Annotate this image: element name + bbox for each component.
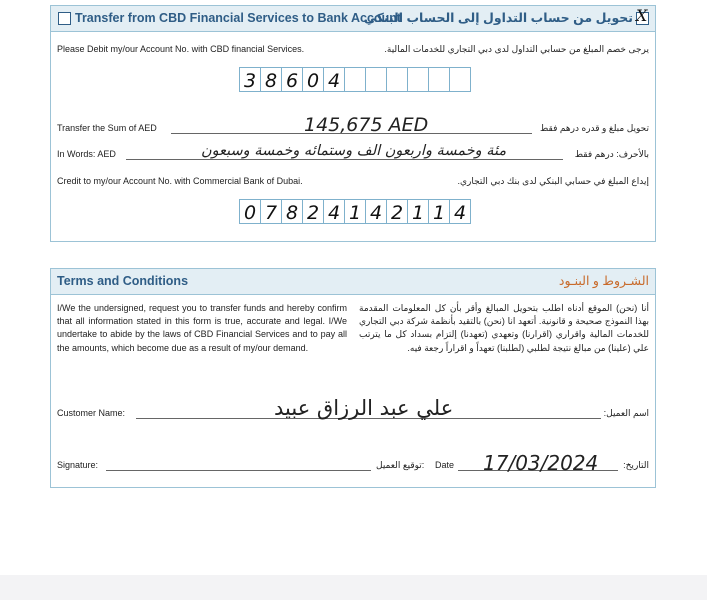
credit-account-digit[interactable]: 4 xyxy=(449,199,471,224)
debit-account-digit[interactable]: 6 xyxy=(281,67,303,92)
transfer-checkbox-en[interactable] xyxy=(58,12,71,25)
credit-account-digit[interactable]: 0 xyxy=(239,199,261,224)
date-label-en: Date xyxy=(435,460,455,470)
credit-account-number[interactable] xyxy=(239,199,471,224)
words-value[interactable]: مئة وخمسة واربعون الف وستمائه وخمسة وسبعون xyxy=(201,143,507,159)
debit-account-digit[interactable] xyxy=(407,67,429,92)
credit-account-digit[interactable]: 4 xyxy=(365,199,387,224)
terms-text-en: I/We the undersigned, request you to transfer funds and hereby confirm that all information stated in this form is true, accurate and legal. I/We undertake to abide by the laws of CBD Financial Services and to pay all the amounts, which become due as a result of my/our demand. xyxy=(57,303,347,353)
customer-name-label-en: Customer Name: xyxy=(57,408,126,418)
debit-account-digit[interactable]: 4 xyxy=(323,67,345,92)
credit-account-digit[interactable]: 7 xyxy=(260,199,282,224)
credit-label-ar: إيداع المبلغ في حسابي البنكي لدى بنك دبي التجاري. xyxy=(457,176,649,186)
terms-panel xyxy=(50,268,656,488)
debit-account-digit[interactable]: 0 xyxy=(302,67,324,92)
debit-account-digit[interactable] xyxy=(386,67,408,92)
credit-account-digit[interactable]: 2 xyxy=(386,199,408,224)
signature-label-ar: توقيع العميل: xyxy=(376,460,425,470)
debit-account-digit[interactable]: 3 xyxy=(239,67,261,92)
transfer-title-ar: تحويل من حساب التداول إلى الحساب البنكي xyxy=(363,11,633,25)
credit-account-digit[interactable]: 8 xyxy=(281,199,303,224)
terms-title-ar: الشـروط و البنـود xyxy=(558,274,649,288)
debit-account-digit[interactable] xyxy=(428,67,450,92)
transfer-header xyxy=(51,6,655,32)
signature-line[interactable] xyxy=(106,470,371,471)
customer-name-label-ar: اسم العميل: xyxy=(603,408,649,418)
credit-account-digit[interactable]: 1 xyxy=(344,199,366,224)
checkbox-mark: X xyxy=(636,6,648,25)
credit-label-en: Credit to my/our Account No. with Commercial Bank of Dubai. xyxy=(57,176,303,186)
transfer-checkbox-ar[interactable] xyxy=(636,6,649,25)
sum-label-en: Transfer the Sum of AED xyxy=(57,123,157,133)
credit-account-digit[interactable]: 1 xyxy=(407,199,429,224)
debit-account-number[interactable] xyxy=(239,67,471,92)
debit-label-en: Please Debit my/our Account No. with CBD financial Services. xyxy=(57,44,305,54)
debit-label-ar: يرجى خصم المبلغ من حسابي التداول لدى دبي التجاري للخدمات المالية. xyxy=(384,44,649,54)
debit-account-digit[interactable] xyxy=(365,67,387,92)
terms-header xyxy=(51,269,655,295)
words-line xyxy=(126,159,563,160)
date-label-ar: التاريخ: xyxy=(623,460,649,470)
credit-account-digit[interactable]: 2 xyxy=(302,199,324,224)
debit-account-digit[interactable] xyxy=(449,67,471,92)
words-label-en: In Words: AED xyxy=(57,149,116,159)
terms-title-en: Terms and Conditions xyxy=(57,274,189,288)
credit-account-digit[interactable]: 4 xyxy=(323,199,345,224)
sum-value[interactable]: 145,675 AED xyxy=(304,114,429,136)
transfer-panel xyxy=(50,5,656,242)
sum-label-ar: تحويل مبلغ و قدره درهم فقط xyxy=(539,123,649,133)
date-value[interactable]: 17/03/2024 xyxy=(483,451,599,475)
debit-account-digit[interactable] xyxy=(344,67,366,92)
transfer-title-en: Transfer from CBD Financial Services to Bank Account xyxy=(75,11,402,25)
words-label-ar: بالأحرف: درهم فقط xyxy=(574,149,649,159)
footer-strip xyxy=(0,575,707,600)
debit-account-digit[interactable]: 8 xyxy=(260,67,282,92)
customer-name-value[interactable]: علي عبد الرزاق عبيد xyxy=(274,396,454,420)
terms-text-ar: أنا (نحن) الموقع أدناه اطلب بتحويل المبالغ وأقر بأن كل المعلومات المقدمة بهذا النموذج صحيحة و قانونية. أتعهد انا (نحن) بالتقيد بأنظمة شركة دبي التجاري للخدمات المالية واقراري (اقرارنا) وتعهدي (تعهدنا) إلتزام بسداد كل ما يترتب علي (علينا) من مبالغ نتيجة لطلبي (لطلبنا) تعهداً و اقراراً رجعة فيه. xyxy=(359,303,649,353)
signature-label-en: Signature: xyxy=(57,460,99,470)
credit-account-digit[interactable]: 1 xyxy=(428,199,450,224)
